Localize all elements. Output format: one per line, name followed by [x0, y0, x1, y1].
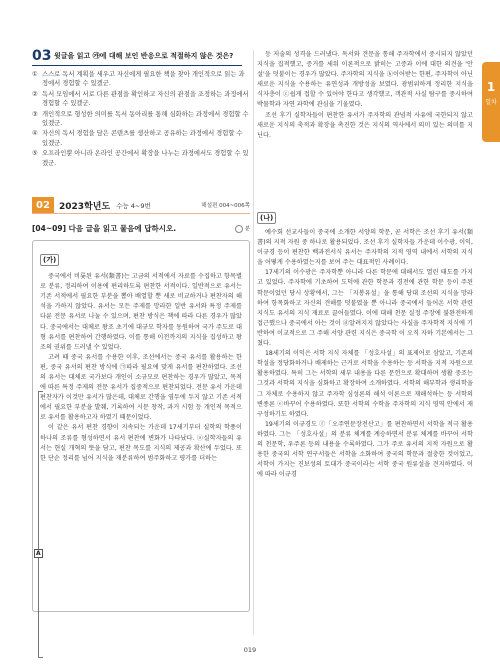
- side-tab: [482, 62, 500, 142]
- bracket-a-line: [38, 391, 43, 658]
- passage-ga-paragraph: 중국에서 비롯된 유서(類書)는 고금의 서적에서 자료를 수집하고 항목별로 분류, 정리하여 이용에 편리하도록 편찬한 서적이다. 일반적으로 유서는 기존 서적에서 필요한 부분을 뽑아 배열할 뿐 새로 비교하거나 편찬자의 해석을 가하지 않았다. 유서는 모든 주제를 망라한 일반 유서와 특정 주제를 다룬 전문 유서로 나눌 수 있으며, 편찬 방식은 책에 따라 다른 경우가 많았다. 중국에서는 대체로 왕조 초기에 대규모 학자를 동원하여 국가 주도로 대형 유서를 편찬하여 간행하였다. 이를 통해 이전까지의 지식을 집성하고 왕조의 권위를 드러낼 수 있었다.: [40, 273, 242, 351]
- side-tab-number: 1: [486, 80, 496, 94]
- passage-na-label: (나): [257, 212, 276, 224]
- passage-ga-cont-paragraph: 등 저술의 성격을 드러냈다. 독서와 견문을 통해 주자학에서 중시되지 않았던 지식을 집적했고, 증거를 세워 이론적으로 밝히는 고증과 이에 대한 의견을 '안설'을 덧붙이는 경우가 많았다. 주자학의 지식을 ⓑ이어받는 한편, 주자학이 아닌 새로운 지식을 수용하는 유연성과 개방성을 보였다. 광범위하게 정리한 지식을 식자층이 ⓒ쉽게 접할 수 있어야 한다고 생각했고, 객관적 사실 탐구를 중시하여 박물학과 자연 과학에 관심을 기울였다.: [257, 51, 473, 109]
- section-year: 2023학년도: [59, 201, 111, 212]
- left-column: [32, 50, 250, 612]
- passage-na-paragraph: 예수회 선교사들이 중국에 소개한 서양의 학문, 곧 서학은 조선 후기 유서(類書)의 지적 자원 중 하나로 활용되었다. 조선 후기 실학자들 가운데 이수광, 이익, 이규경 등이 편찬한 백과전서식 유서는 주자학의 지적 영역 내에서 서학의 지식을 어떻게 수용하였는지를 보여 주는 대표적인 사례이다.: [257, 229, 473, 267]
- timer-label: 분: [245, 226, 250, 233]
- choice-1[interactable]: ① 스스로 독서 계획을 세우고 자신에게 필요한 책을 찾아 개인적으로 읽는 과정에서 경험할 수 있겠군.: [32, 71, 245, 88]
- passage-ga-cont-paragraph: 조선 후기 실학자들이 편찬한 유서가 주자학의 관념적 사유에 국한되지 않고 새로운 지식의 축적과 확장을 촉진한 것은 지식의 역사에서 의미 있는 의미를 지닌다.: [257, 111, 473, 139]
- passage-ga-continued: [257, 50, 473, 200]
- side-tab-label: 일차: [485, 99, 497, 106]
- passage-ga-paragraph: 이 같은 유서 편찬 경향이 지속되는 가운데 17세기부터 실학의 학풍이 하나의 조류를 형성하면서 유서 편찬에 변화가 나타났다. ⓐ실학자들의 유서는 현실 개혁의 뜻을 담고, 편찬 목도를 지식의 제공과 확산에 두었다. 또한 단순 정리를 넘어 지식을 재분류하여 범주화하고 평가를 더하는: [40, 424, 242, 462]
- section-badge: 02: [32, 197, 54, 213]
- choice-4[interactable]: ④ 자신의 독서 경험을 담은 콘텐츠를 생산하고 공유하는 과정에서 경험할 수 있겠군.: [32, 130, 243, 147]
- passage-na-paragraph: 19세기의 이규경도 ⓕ「오주연문장전산고」를 편찬하면서 서학을 적극 활용하였다. 그는 「성호사설」의 분류 체계를 계승하면서 분류 체계를 바꾸어 서학의 천문학, 우주론 등의 내용을 수록하였다. 그가 주로 유서의 지적 자원으로 활용한 중국의 서학 연구서들은 서학을 소화하여 중국의 학문과 절충한 것이었고, 서학이 가지는 진보성의 토대가 중국이라는 서학 중국 원류설을 견지하였다. 이에 따라 이규경: [257, 420, 473, 479]
- section-header: [32, 197, 250, 214]
- question-number: 03: [32, 48, 52, 64]
- instruction: [32, 223, 250, 234]
- passage-na-text: [257, 228, 473, 626]
- question-03: [32, 50, 250, 62]
- passage-ga-text: [40, 272, 242, 464]
- passage-na-paragraph: 18세기의 이익은 서학 지식 자체를 「성호사설」의 표제어로 삼았고, 기존의 학설을 정당화하거나 배제하는 근거로 서학을 수용하는 등 서학을 지적 자원으로 활용하였다. 특히 그는 서학의 세부 내용을 다른 문헌으로 확대하며 생활 중조는 그것과 서학의 지식을 심화하고 확장하여 소개하였다. 서학의 해부학과 생리학을 그 자체로 수용하지 않고 주자학 심성론의 해석 이론으로 재해석하는 등 서학의 변종론 ⓔ바꾸어 수용하였다. 또한 서학의 수학을 주자학의 지식 영역 안에서 재구성하기도 하였다.: [257, 350, 473, 418]
- choice-list: [32, 70, 250, 168]
- passage-ga-label: (가): [40, 254, 59, 266]
- page-number: 019: [243, 646, 257, 654]
- question-prompt: 윗글을 읽고 ㉮에 대해 보인 반응으로 적절하지 않은 것은?: [54, 52, 234, 60]
- column-divider: [253, 50, 254, 635]
- passage-ga-box: [32, 240, 250, 612]
- section-exam: 수능 4~9번: [116, 201, 151, 210]
- timer: [235, 225, 250, 233]
- choice-2[interactable]: ② 독서 모임에서 서로 다른 관점을 확인하고 자신의 관점을 조정하는 과정에서 경험할 수 있겠군.: [32, 90, 249, 108]
- passage-ga-paragraph: 고려 때 중국 유서를 수용한 이후, 조선에서는 중국 유서를 활용하는 한편, 중국 유서의 편찬 방식에 ㉠따라 필요에 맞게 유서를 편찬하였다. 조선의 유서는 대체로 국가보다 개인이 소규모로 편찬하는 경우가 많았고, 목적에 따른 특정 주제의 전문 유서가 집중적으로 편찬되었다. 전문 유서 가운데 편찬자가 이것만 유서가 많은데, 대체로 간행을 염두에 두지 않고 기존 서적에서 필요한 부분을 발췌, 기록하여 시문 창작, 과거 시험 등 개인적 목적으로 유서를 활용하고자 하였기 때문이었다.: [40, 353, 242, 422]
- passage-na-paragraph: 17세기의 이수광은 주자학뿐 아니라 다른 학문에 대해서도 열린 태도를 가지고 있었다. 주자학에 기초하여 도덕에 관한 학문과 경전에 관한 학문 등이 주된 학문이었던 당시 상황에서, 그는 「지봉유설」을 통해 당대 조선의 지식을 망라하여 항목화하고 자신의 견해를 덧붙였을 뿐 아니라 중국에서 들어온 서학 관련 지식도 유서의 지식 재료로 끌어들였다. 이에 대해 천문 실정 주장에 불완전하게 접근했으나 중국에서 아는 것이 ⓓ알려지지 않았다는 사실을 주자학적 지식에 기반하여 이교적으로 그 주해 서양 관련 지식은 중국학 이 오직 자하 기본에서는 그쳤다.: [257, 269, 473, 348]
- bracket-a-marker: A: [36, 550, 41, 558]
- clock-icon: [235, 225, 243, 233]
- choice-5[interactable]: ⑤ 오프라인뿐 아니라 온라인 공간에서 확장을 나누는 과정에서도 경험할 수 있겠군.: [32, 150, 249, 167]
- right-column: [257, 50, 473, 626]
- question-rule: [32, 65, 242, 66]
- answer-reference: 해설편 004~006쪽: [201, 203, 250, 210]
- choice-3[interactable]: ③ 개인적으로 형성한 의미를 독서 동아리를 통해 심화하는 과정에서 경험할 수 있겠군.: [32, 110, 249, 128]
- instruction-text: [04~09] 다음 글을 읽고 물음에 답하시오.: [32, 224, 177, 234]
